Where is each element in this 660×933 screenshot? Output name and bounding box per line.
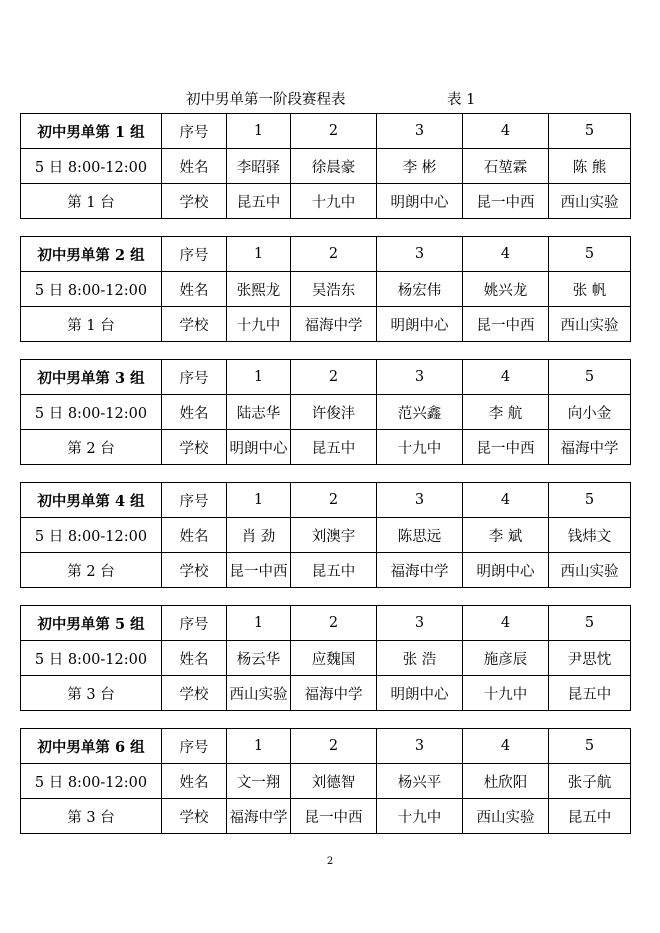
table-assignment: 第 1 台 <box>21 307 162 342</box>
school-label: 学校 <box>162 799 227 834</box>
match-time: 5 日 8:00-12:00 <box>21 395 162 430</box>
school-name: 昆五中 <box>227 184 291 219</box>
player-name: 吴浩东 <box>291 272 377 307</box>
player-name: 肖 劲 <box>227 518 291 553</box>
seq-number: 3 <box>377 360 463 395</box>
name-label: 姓名 <box>162 641 227 676</box>
player-row <box>21 641 631 676</box>
seq-number: 3 <box>377 729 463 764</box>
school-name: 昆五中 <box>549 676 631 711</box>
school-name: 昆一中西 <box>291 799 377 834</box>
school-row <box>21 430 631 465</box>
group-title: 初中男单第 3 组 <box>21 360 162 395</box>
seq-number: 2 <box>291 114 377 149</box>
seq-number: 4 <box>463 114 549 149</box>
page-number: 2 <box>326 856 334 867</box>
player-name: 范兴鑫 <box>377 395 463 430</box>
school-name: 十九中 <box>377 430 463 465</box>
table-assignment: 第 2 台 <box>21 553 162 588</box>
player-name: 文一翔 <box>227 764 291 799</box>
school-row <box>21 799 631 834</box>
player-name: 尹思忱 <box>549 641 631 676</box>
seq-number: 5 <box>549 483 631 518</box>
seq-number: 1 <box>227 729 291 764</box>
school-name: 昆一中西 <box>227 553 291 588</box>
player-name: 杨兴平 <box>377 764 463 799</box>
school-name: 十九中 <box>291 184 377 219</box>
school-name: 明朗中心 <box>227 430 291 465</box>
player-name: 张 帆 <box>549 272 631 307</box>
table-assignment: 第 3 台 <box>21 676 162 711</box>
school-name: 十九中 <box>377 799 463 834</box>
school-label: 学校 <box>162 430 227 465</box>
player-row <box>21 272 631 307</box>
player-name: 钱炜文 <box>549 518 631 553</box>
school-name: 西山实验 <box>549 184 631 219</box>
match-time: 5 日 8:00-12:00 <box>21 641 162 676</box>
seq-label: 序号 <box>162 360 227 395</box>
seq-number: 1 <box>227 114 291 149</box>
player-name: 李 航 <box>463 395 549 430</box>
school-name: 昆五中 <box>549 799 631 834</box>
page-title: 初中男单第一阶段赛程表 <box>186 92 346 108</box>
name-label: 姓名 <box>162 395 227 430</box>
match-time: 5 日 8:00-12:00 <box>21 272 162 307</box>
seq-number: 5 <box>549 606 631 641</box>
seq-row <box>21 729 631 764</box>
school-label: 学校 <box>162 307 227 342</box>
seq-row <box>21 114 631 149</box>
school-name: 明朗中心 <box>377 184 463 219</box>
seq-number: 1 <box>227 237 291 272</box>
seq-number: 3 <box>377 483 463 518</box>
seq-number: 4 <box>463 606 549 641</box>
seq-number: 1 <box>227 606 291 641</box>
group-table <box>20 728 631 834</box>
player-name: 陈 熊 <box>549 149 631 184</box>
player-name: 刘德智 <box>291 764 377 799</box>
school-row <box>21 307 631 342</box>
group-table <box>20 236 631 342</box>
group-title: 初中男单第 4 组 <box>21 483 162 518</box>
table-assignment: 第 1 台 <box>21 184 162 219</box>
match-time: 5 日 8:00-12:00 <box>21 764 162 799</box>
player-row <box>21 518 631 553</box>
school-name: 西山实验 <box>549 553 631 588</box>
player-name: 杜欣阳 <box>463 764 549 799</box>
seq-number: 2 <box>291 606 377 641</box>
seq-row <box>21 360 631 395</box>
seq-number: 4 <box>463 729 549 764</box>
seq-label: 序号 <box>162 237 227 272</box>
seq-number: 1 <box>227 360 291 395</box>
school-name: 福海中学 <box>227 799 291 834</box>
seq-number: 4 <box>463 483 549 518</box>
seq-row <box>21 483 631 518</box>
seq-number: 3 <box>377 606 463 641</box>
seq-row <box>21 606 631 641</box>
seq-number: 3 <box>377 237 463 272</box>
player-name: 张熙龙 <box>227 272 291 307</box>
seq-number: 3 <box>377 114 463 149</box>
school-name: 昆五中 <box>291 553 377 588</box>
school-name: 昆一中西 <box>463 430 549 465</box>
seq-row <box>21 237 631 272</box>
school-name: 福海中学 <box>291 676 377 711</box>
group-title: 初中男单第 1 组 <box>21 114 162 149</box>
seq-number: 2 <box>291 360 377 395</box>
group-title: 初中男单第 5 组 <box>21 606 162 641</box>
name-label: 姓名 <box>162 518 227 553</box>
player-name: 陈思远 <box>377 518 463 553</box>
player-name: 姚兴龙 <box>463 272 549 307</box>
seq-number: 5 <box>549 237 631 272</box>
school-name: 西山实验 <box>227 676 291 711</box>
school-name: 福海中学 <box>377 553 463 588</box>
player-row <box>21 764 631 799</box>
seq-number: 5 <box>549 114 631 149</box>
player-row <box>21 395 631 430</box>
table-number: 表 1 <box>447 92 476 108</box>
group-tables <box>20 113 630 851</box>
seq-label: 序号 <box>162 729 227 764</box>
player-name: 石堃霖 <box>463 149 549 184</box>
table-assignment: 第 3 台 <box>21 799 162 834</box>
school-label: 学校 <box>162 184 227 219</box>
table-assignment: 第 2 台 <box>21 430 162 465</box>
match-time: 5 日 8:00-12:00 <box>21 518 162 553</box>
seq-number: 4 <box>463 237 549 272</box>
seq-number: 2 <box>291 483 377 518</box>
player-name: 李 彬 <box>377 149 463 184</box>
school-row <box>21 184 631 219</box>
name-label: 姓名 <box>162 764 227 799</box>
school-name: 明朗中心 <box>463 553 549 588</box>
player-name: 刘澳宇 <box>291 518 377 553</box>
seq-number: 1 <box>227 483 291 518</box>
school-name: 十九中 <box>227 307 291 342</box>
seq-label: 序号 <box>162 483 227 518</box>
school-label: 学校 <box>162 676 227 711</box>
school-name: 西山实验 <box>463 799 549 834</box>
seq-number: 5 <box>549 360 631 395</box>
name-label: 姓名 <box>162 272 227 307</box>
seq-number: 4 <box>463 360 549 395</box>
group-table <box>20 359 631 465</box>
group-title: 初中男单第 2 组 <box>21 237 162 272</box>
player-name: 徐晨豪 <box>291 149 377 184</box>
seq-label: 序号 <box>162 114 227 149</box>
player-name: 施彦辰 <box>463 641 549 676</box>
player-name: 杨宏伟 <box>377 272 463 307</box>
group-table <box>20 605 631 711</box>
player-row <box>21 149 631 184</box>
school-name: 福海中学 <box>549 430 631 465</box>
seq-number: 5 <box>549 729 631 764</box>
seq-label: 序号 <box>162 606 227 641</box>
player-name: 应魏国 <box>291 641 377 676</box>
group-title: 初中男单第 6 组 <box>21 729 162 764</box>
player-name: 张子航 <box>549 764 631 799</box>
school-row <box>21 676 631 711</box>
seq-number: 2 <box>291 729 377 764</box>
school-name: 西山实验 <box>549 307 631 342</box>
school-name: 明朗中心 <box>377 676 463 711</box>
player-name: 陆志华 <box>227 395 291 430</box>
school-name: 昆一中西 <box>463 307 549 342</box>
seq-number: 2 <box>291 237 377 272</box>
player-name: 李昭驿 <box>227 149 291 184</box>
school-label: 学校 <box>162 553 227 588</box>
player-name: 张 浩 <box>377 641 463 676</box>
player-name: 李 斌 <box>463 518 549 553</box>
player-name: 向小金 <box>549 395 631 430</box>
player-name: 许俊沣 <box>291 395 377 430</box>
group-table <box>20 482 631 588</box>
school-name: 昆五中 <box>291 430 377 465</box>
school-name: 明朗中心 <box>377 307 463 342</box>
school-name: 昆一中西 <box>463 184 549 219</box>
school-name: 十九中 <box>463 676 549 711</box>
name-label: 姓名 <box>162 149 227 184</box>
school-name: 福海中学 <box>291 307 377 342</box>
player-name: 杨云华 <box>227 641 291 676</box>
match-time: 5 日 8:00-12:00 <box>21 149 162 184</box>
group-table <box>20 113 631 219</box>
school-row <box>21 553 631 588</box>
